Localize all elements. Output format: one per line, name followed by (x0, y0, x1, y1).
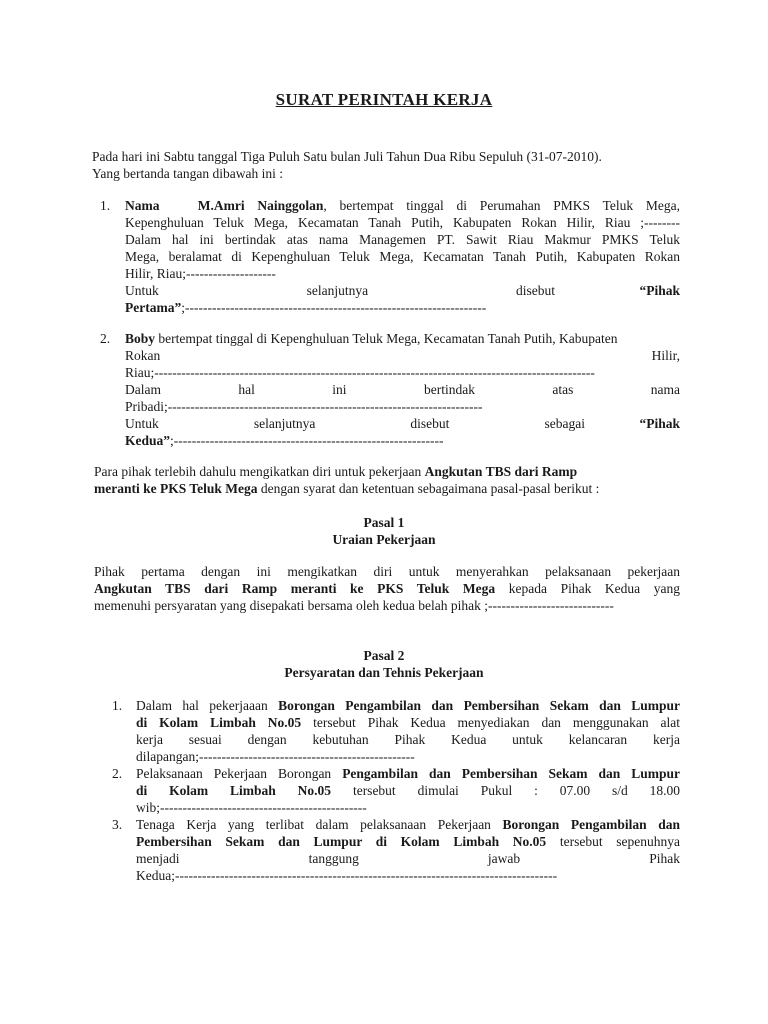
pasal2-item3-bold-a: Borongan Pengambilan dan (502, 817, 681, 832)
pasal2-item1-text-b: tersebut Pihak Kedua menyediakan dan menggunakan alat (301, 715, 680, 730)
pasal2-item1-line2 (136, 714, 680, 731)
party1-line1-rest: , bertempat tinggal di Perumahan PMKS Teluk Mega, (323, 198, 680, 213)
pasal1-bold: Angkutan TBS dari Ramp meranti ke PKS Teluk Mega (94, 581, 496, 596)
pasal1-heading: Pasal 1 (363, 515, 405, 530)
pasal2-item-1 (112, 697, 680, 765)
party-number: 1. (100, 198, 111, 213)
pasal2-item1-bold-a: Borongan Pengambilan dan Pembersihan Sekam dan Lumpur (278, 698, 681, 713)
pasal2-item-3 (112, 816, 680, 884)
party-item-2 (100, 330, 680, 449)
party-item-1 (100, 197, 680, 316)
party1-line7-rest: ;------------------------------------------------------------------- (181, 300, 487, 315)
party2-line1-rest: bertempat tinggal di Kepenghuluan Teluk Mega, Kecamatan Tanah Putih, Kabupaten (155, 331, 618, 346)
pasal2-item2-line3: wib;---------------------------------------------- (136, 800, 367, 815)
party1-line2: Kepenghuluan Teluk Mega, Kecamatan Tanah Putih, Kabupaten Rokan Hilir, Riau ;-------- (125, 215, 680, 230)
pasal2-item3-bold-b: Pembersihan Sekam dan Lumpur di Kolam Limbah No.05 (136, 834, 547, 849)
pasal2-item3-line4: Kedua;------------------------------------------------------------------------------------- (136, 868, 558, 883)
pasal2-item3-line2 (136, 833, 680, 850)
pasal2-item3-text-a: Tenaga Kerja yang terlibat dalam pelaksanaan Pekerjaan (136, 817, 503, 832)
agreement-text1: Para pihak terlebih dahulu mengikatkan diri untuk pekerjaan (94, 464, 425, 479)
party2-line5: Pribadi;---------------------------------------------------------------------- (125, 399, 483, 414)
item-number: 3. (112, 817, 123, 832)
pasal2-item1-bold-b: di Kolam Limbah No.05 (136, 715, 302, 730)
party1-line6 (125, 282, 680, 299)
agreement-text2: dengan syarat dan ketentuan sebagaimana pasal-pasal berikut : (257, 481, 600, 496)
pasal2-item2-line1 (136, 765, 680, 782)
pasal2-item2-bold-b: di Kolam Limbah No.05 (136, 783, 332, 798)
agreement-line2 (94, 480, 680, 497)
party-number: 2. (100, 331, 111, 346)
pasal2-item1-line3: kerja sesuai dengan kebutuhan Pihak Kedua untuk kelancaran kerja (136, 732, 680, 747)
party2-line3: Riau;-------------------------------------------------------------------------------------------------- (125, 365, 595, 380)
party2-line1 (125, 330, 680, 347)
pasal1-paragraph (94, 563, 680, 614)
pasal2-item3-line1 (136, 816, 680, 833)
pasal1-line1: Pihak pertama dengan ini mengikatkan diri untuk menyerahkan pelaksanaan pekerjaan (94, 564, 680, 579)
pasal2-list (112, 697, 680, 884)
intro-line-date: Pada hari ini Sabtu tanggal Tiga Puluh Satu bulan Juli Tahun Dua Ribu Sepuluh (31-07-2010). (92, 149, 602, 164)
party2-line7-rest: ;------------------------------------------------------------ (170, 433, 444, 448)
intro-section (92, 148, 692, 182)
party2-line2: Rokan Hilir, (125, 348, 680, 363)
party1-label-nama: Nama (125, 198, 160, 213)
intro-line-signatories: Yang bertanda tangan dibawah ini : (92, 166, 283, 181)
pasal2-heading: Pasal 2 (363, 648, 405, 663)
pasal1-line2-rest: kepada Pihak Kedua yang (495, 581, 681, 596)
party1-role-a: “Pihak (639, 283, 680, 298)
agreement-bold1: Angkutan TBS dari Ramp (424, 464, 578, 479)
pasal2-item1-text-a: Dalam hal pekerjaaan (136, 698, 279, 713)
pasal1-line2 (94, 580, 680, 597)
party2-role-a: “Pihak (639, 416, 680, 431)
pasal2-item3-text-b: tersebut sepenuhnya (546, 834, 681, 849)
agreement-line1 (94, 463, 680, 480)
pasal2-subheading: Persyaratan dan Tehnis Pekerjaan (284, 665, 484, 680)
item-number: 1. (112, 698, 123, 713)
pasal2-item2-text-a: Pelaksanaan Pekerjaan Borongan (136, 766, 343, 781)
party1-line6-text: Untuk selanjutnya disebut (125, 283, 555, 298)
item-number: 2. (112, 766, 123, 781)
party-list-1 (100, 197, 680, 316)
pasal2-item1-line4: dilapangan;------------------------------------------------ (136, 749, 415, 764)
pasal1-line3: memenuhi persyaratan yang disepakati bersama oleh kedua belah pihak ;---------------------------- (94, 598, 614, 613)
party2-line7 (125, 432, 680, 449)
pasal2-item3-line3: menjadi tanggung jawab Pihak (136, 851, 680, 866)
party2-line4: Dalam hal ini bertindak atas nama (125, 382, 680, 397)
pasal1-subheading: Uraian Pekerjaan (332, 532, 436, 547)
party-list-2 (100, 330, 680, 449)
party1-name: M.Amri Nainggolan (197, 198, 324, 213)
pasal2-item-2 (112, 765, 680, 816)
pasal2-item2-text-b: tersebut dimulai Pukul : 07.00 s/d 18.00 (331, 783, 680, 798)
party1-line3: Dalam hal ini bertindak atas nama Managemen PT. Sawit Riau Makmur PMKS Teluk (125, 232, 680, 247)
party2-line6 (125, 415, 680, 432)
agreement-bold2: meranti ke PKS Teluk Mega (94, 481, 258, 496)
party2-role-b: Kedua” (125, 433, 171, 448)
party1-line7 (125, 299, 680, 316)
agreement-paragraph (94, 463, 680, 497)
party2-line6-text: Untuk selanjutnya disebut sebagai (125, 416, 585, 431)
document-title: SURAT PERINTAH KERJA (275, 90, 493, 109)
party1-line4: Mega, beralamat di Kepenghuluan Teluk Mega, Kecamatan Tanah Putih, Kabupaten Rokan (125, 249, 680, 264)
party1-line5: Hilir, Riau;-------------------- (125, 266, 276, 281)
party1-role-b: Pertama” (125, 300, 182, 315)
party1-line1 (125, 197, 680, 214)
pasal2-item1-line1 (136, 697, 680, 714)
pasal2-item2-bold-a: Pengambilan dan Pembersihan Sekam dan Lumpur (342, 766, 680, 781)
pasal2-item2-line2 (136, 782, 680, 799)
party2-name: Boby (125, 331, 156, 346)
